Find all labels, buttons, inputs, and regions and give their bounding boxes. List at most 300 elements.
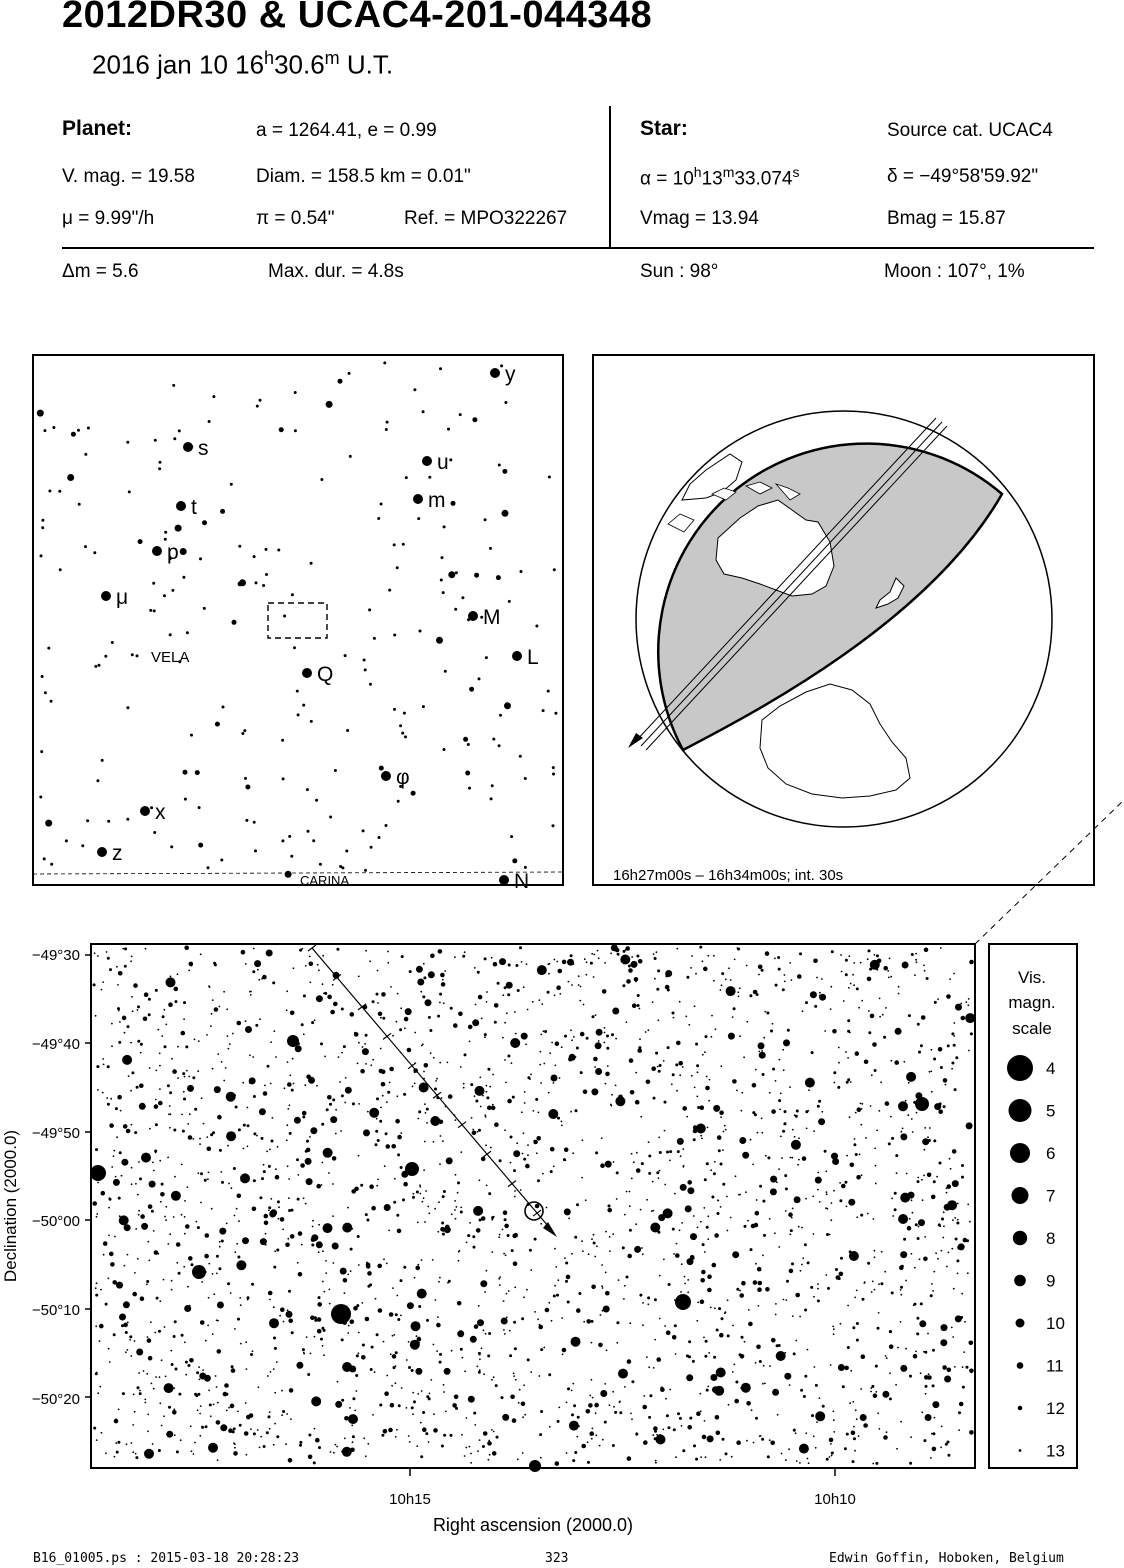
chart-star — [829, 1234, 831, 1236]
chart-star — [889, 1330, 892, 1333]
chart-star — [322, 1250, 324, 1252]
chart-star — [602, 1287, 604, 1289]
chart-star — [250, 1353, 253, 1356]
chart-star — [794, 1196, 801, 1203]
chart-star — [491, 1429, 493, 1431]
chart-star — [492, 1074, 494, 1076]
chart-star — [311, 1244, 314, 1247]
finder-star — [405, 476, 408, 479]
chart-star — [484, 1036, 486, 1038]
chart-star — [890, 1060, 892, 1062]
chart-star — [707, 1215, 709, 1217]
chart-star — [591, 1285, 596, 1290]
chart-star — [383, 1341, 385, 1343]
chart-star — [148, 1204, 153, 1209]
chart-star — [705, 1340, 708, 1343]
chart-star — [946, 1192, 948, 1194]
chart-star — [464, 951, 466, 953]
chart-star — [683, 1166, 685, 1168]
chart-star — [156, 1297, 159, 1300]
chart-star — [160, 1201, 162, 1203]
chart-star — [680, 1291, 682, 1293]
chart-star — [321, 1184, 323, 1186]
chart-star — [460, 1348, 463, 1351]
chart-star — [208, 1172, 210, 1174]
chart-star — [736, 1288, 739, 1291]
chart-star — [941, 1218, 944, 1221]
chart-star — [762, 1255, 764, 1257]
chart-star — [253, 1132, 256, 1135]
chart-star — [730, 979, 732, 981]
finder-star — [461, 596, 464, 599]
chart-star — [201, 1281, 203, 1283]
chart-star — [469, 1446, 471, 1448]
chart-star — [636, 1168, 641, 1173]
finder-star-label: x — [155, 801, 166, 824]
finder-star — [519, 755, 522, 758]
chart-star — [868, 1031, 871, 1034]
chart-star — [402, 1198, 405, 1201]
chart-star — [337, 1381, 339, 1383]
finder-star — [138, 539, 143, 544]
chart-star — [697, 1071, 699, 1073]
chart-star — [310, 982, 312, 984]
chart-star — [961, 1293, 963, 1295]
chart-star — [265, 1244, 267, 1246]
chart-star — [800, 1389, 803, 1392]
chart-star — [216, 1386, 218, 1388]
chart-star — [429, 1029, 432, 1032]
chart-star — [201, 1097, 203, 1099]
chart-star — [716, 1431, 721, 1436]
chart-star — [323, 1148, 333, 1158]
chart-star — [775, 1080, 777, 1082]
finder-star — [341, 866, 344, 869]
chart-star — [131, 956, 133, 958]
chart-star — [532, 1001, 534, 1003]
chart-star — [573, 963, 575, 965]
finder-star — [334, 769, 337, 772]
bright-star — [675, 1294, 691, 1310]
chart-star — [478, 995, 483, 1000]
chart-star — [801, 1264, 803, 1266]
chart-star — [390, 986, 392, 988]
chart-star — [761, 1132, 763, 1134]
chart-star — [757, 1267, 762, 1272]
chart-star — [150, 1321, 152, 1323]
chart-star — [181, 1031, 186, 1036]
chart-star — [428, 1441, 430, 1443]
chart-star — [405, 1008, 412, 1015]
chart-star — [109, 1361, 111, 1363]
chart-star — [245, 1026, 252, 1033]
chart-star — [287, 1108, 289, 1110]
chart-star — [232, 1033, 234, 1035]
chart-star — [937, 998, 939, 1000]
chart-star — [151, 1383, 153, 1385]
chart-star — [548, 1302, 550, 1304]
chart-star — [526, 963, 528, 965]
chart-star — [253, 1095, 256, 1098]
finder-star — [310, 720, 313, 723]
chart-star — [758, 1042, 765, 1049]
chart-star — [690, 1233, 697, 1240]
chart-star — [856, 1418, 858, 1420]
chart-star — [926, 977, 929, 980]
finder-star — [65, 839, 68, 842]
chart-star — [460, 1066, 462, 1068]
chart-star — [350, 1270, 352, 1272]
chart-star — [109, 1123, 114, 1128]
chart-star — [365, 1063, 367, 1065]
chart-star — [755, 1417, 758, 1420]
chart-star — [162, 1015, 165, 1018]
finder-star — [472, 417, 477, 422]
chart-star — [228, 1407, 230, 1409]
chart-star — [329, 1103, 332, 1106]
chart-star — [792, 1208, 794, 1210]
chart-star — [174, 1069, 176, 1071]
chart-star — [507, 1234, 510, 1237]
chart-star — [116, 1282, 123, 1289]
chart-star — [725, 1311, 727, 1313]
finder-star — [553, 568, 556, 571]
chart-star — [522, 1452, 524, 1454]
chart-star — [271, 1140, 274, 1143]
chart-star — [375, 1143, 378, 1146]
chart-star — [381, 992, 386, 997]
chart-star — [118, 1041, 121, 1044]
chart-star — [249, 991, 251, 993]
chart-star — [95, 1148, 98, 1151]
chart-star — [924, 1127, 926, 1129]
chart-star — [918, 1219, 925, 1226]
chart-star — [495, 1384, 498, 1387]
chart-star — [325, 1260, 327, 1262]
chart-star — [784, 1373, 791, 1380]
chart-star — [377, 1002, 379, 1004]
chart-star — [509, 1354, 512, 1357]
chart-star — [752, 1083, 757, 1088]
chart-star — [303, 1353, 305, 1355]
chart-star — [228, 1183, 230, 1185]
chart-star — [732, 1016, 734, 1018]
chart-star — [361, 1302, 363, 1304]
chart-star — [423, 963, 425, 965]
chart-star — [675, 1456, 677, 1458]
legend-magnitude-label: 11 — [1046, 1356, 1064, 1376]
chart-star — [844, 1366, 849, 1371]
chart-star — [190, 1425, 192, 1427]
chart-star — [707, 1274, 712, 1279]
chart-star — [231, 1365, 234, 1368]
chart-star — [273, 1266, 276, 1269]
chart-star — [433, 1141, 435, 1143]
chart-star — [705, 1086, 710, 1091]
chart-star — [642, 1302, 644, 1304]
chart-star — [326, 1108, 329, 1111]
chart-star — [883, 1435, 888, 1440]
chart-star — [838, 1277, 841, 1280]
chart-star — [572, 1459, 575, 1462]
chart-star — [376, 993, 379, 996]
chart-star — [646, 1080, 651, 1085]
chart-star — [561, 1121, 563, 1123]
chart-star — [484, 1291, 486, 1293]
chart-star — [568, 981, 570, 983]
chart-star — [799, 952, 802, 955]
chart-star — [305, 1158, 312, 1165]
planet-heading: Planet: — [62, 117, 133, 140]
chart-star — [258, 1386, 260, 1388]
chart-star — [435, 1299, 437, 1301]
chart-star — [273, 1368, 275, 1370]
chart-star — [466, 1242, 468, 1244]
chart-star — [604, 1383, 606, 1385]
chart-star — [487, 1106, 492, 1111]
finder-star — [126, 441, 129, 444]
chart-star — [788, 1212, 793, 1217]
chart-star — [921, 1015, 926, 1020]
chart-star — [136, 1349, 143, 1356]
chart-star — [436, 1323, 441, 1328]
chart-star — [862, 1298, 865, 1301]
chart-star — [442, 979, 444, 981]
chart-star — [384, 1204, 391, 1211]
chart-star — [928, 1373, 930, 1375]
chart-star — [842, 1385, 845, 1388]
chart-star — [591, 1238, 593, 1240]
chart-star — [427, 1206, 429, 1208]
chart-star — [914, 1267, 916, 1269]
chart-star — [264, 1214, 269, 1219]
chart-star — [461, 1434, 463, 1436]
chart-star — [444, 1368, 451, 1375]
chart-star — [539, 1433, 542, 1436]
chart-star — [551, 1042, 553, 1044]
chart-star — [850, 1163, 855, 1168]
chart-star — [502, 1414, 509, 1421]
chart-star — [365, 1034, 368, 1037]
chart-star — [299, 949, 302, 952]
x-tick-label-1: 10h15 — [389, 1491, 431, 1508]
chart-star — [656, 1171, 659, 1174]
chart-star — [470, 1083, 473, 1086]
chart-star — [310, 1353, 312, 1355]
chart-star — [506, 1317, 508, 1319]
chart-star — [841, 1184, 846, 1189]
chart-star — [401, 955, 404, 958]
chart-star — [479, 1179, 481, 1181]
chart-star — [711, 1196, 714, 1199]
chart-star — [658, 1214, 665, 1221]
chart-star — [871, 1074, 873, 1076]
chart-star — [274, 1250, 276, 1252]
chart-star — [554, 1285, 556, 1287]
chart-star — [605, 1272, 607, 1274]
chart-star — [157, 1029, 159, 1031]
chart-star — [727, 1334, 730, 1337]
chart-star — [846, 1081, 849, 1084]
chart-star — [882, 1014, 884, 1016]
chart-star — [804, 1309, 807, 1312]
chart-star — [259, 1018, 261, 1020]
chart-star — [236, 1208, 238, 1210]
chart-star — [197, 1172, 199, 1174]
chart-star — [408, 1435, 410, 1437]
finder-chart — [33, 355, 563, 893]
finder-named-star — [302, 668, 312, 678]
chart-star — [606, 1047, 609, 1050]
chart-star — [375, 1298, 377, 1300]
chart-star — [173, 1387, 175, 1389]
finder-star — [186, 631, 189, 634]
chart-star — [739, 1293, 744, 1298]
chart-star — [228, 1048, 230, 1050]
chart-star — [538, 1375, 540, 1377]
chart-star — [816, 977, 818, 979]
chart-star — [570, 1111, 572, 1113]
chart-star — [166, 977, 176, 987]
chart-star — [877, 959, 882, 964]
finder-star — [478, 677, 481, 680]
finder-star — [468, 787, 471, 790]
chart-star — [611, 1094, 613, 1096]
chart-frame — [91, 944, 975, 1468]
chart-star — [155, 989, 158, 992]
chart-star — [900, 1286, 903, 1289]
chart-star — [767, 1455, 770, 1458]
chart-star — [302, 1111, 307, 1116]
chart-star — [216, 1273, 218, 1275]
chart-star — [439, 1163, 441, 1165]
chart-star — [430, 1052, 432, 1054]
chart-star — [146, 1280, 149, 1283]
finder-star — [81, 844, 84, 847]
chart-star — [131, 1167, 133, 1169]
chart-star — [452, 1403, 457, 1408]
finder-star — [463, 737, 468, 742]
chart-star — [305, 1150, 308, 1153]
chart-star — [419, 1193, 421, 1195]
chart-star — [885, 1101, 890, 1106]
chart-star — [867, 1213, 869, 1215]
chart-star — [744, 1153, 749, 1158]
chart-star — [648, 1416, 651, 1419]
chart-star — [251, 1283, 254, 1286]
chart-star — [951, 1248, 953, 1250]
chart-star — [838, 1364, 845, 1371]
chart-star — [710, 1307, 712, 1309]
chart-star — [700, 1221, 702, 1223]
chart-star — [187, 1286, 189, 1288]
chart-star — [255, 1024, 258, 1027]
chart-star — [479, 1077, 481, 1079]
chart-star — [598, 1040, 600, 1042]
chart-star — [235, 1106, 238, 1109]
chart-star — [713, 1105, 720, 1112]
chart-star — [891, 1291, 894, 1294]
chart-star — [847, 1019, 850, 1022]
chart-star — [386, 1263, 388, 1265]
chart-star — [833, 1333, 835, 1335]
chart-star — [860, 962, 862, 964]
chart-star — [717, 1200, 719, 1202]
chart-star — [302, 1116, 305, 1119]
chart-star — [513, 1150, 520, 1157]
chart-star — [367, 1111, 369, 1113]
chart-star — [344, 1438, 346, 1440]
chart-star — [907, 1114, 909, 1116]
chart-star — [870, 1105, 872, 1107]
chart-star — [636, 1152, 638, 1154]
chart-star — [766, 1012, 769, 1015]
chart-star — [770, 1188, 777, 1195]
chart-star — [404, 1017, 409, 1022]
legend-magnitude-dot — [1007, 1055, 1033, 1081]
chart-star — [631, 961, 638, 968]
chart-star — [578, 984, 580, 986]
chart-star — [526, 1289, 528, 1291]
finder-star-label: y — [505, 363, 516, 386]
chart-star — [314, 1428, 316, 1430]
chart-star — [892, 1215, 894, 1217]
chart-star — [376, 1118, 378, 1120]
chart-star — [323, 1223, 333, 1233]
finder-star — [78, 503, 81, 506]
finder-star — [104, 655, 107, 658]
chart-star — [924, 1236, 926, 1238]
chart-star — [832, 1029, 837, 1034]
finder-named-star — [381, 771, 391, 781]
chart-star — [188, 1256, 193, 1261]
chart-star — [107, 957, 110, 960]
chart-star — [183, 1018, 185, 1020]
chart-star — [231, 1187, 233, 1189]
chart-star — [297, 1262, 299, 1264]
chart-star — [216, 1255, 219, 1258]
chart-star — [906, 1072, 916, 1082]
chart-star — [673, 1017, 675, 1019]
chart-star — [755, 1211, 760, 1216]
chart-star — [395, 1119, 400, 1124]
chart-star — [219, 1006, 221, 1008]
constellation-label: VELA — [151, 649, 190, 666]
chart-star — [550, 1170, 553, 1173]
chart-star — [252, 1056, 254, 1058]
chart-star — [860, 1103, 862, 1105]
chart-star — [713, 1172, 716, 1175]
chart-star — [395, 1351, 398, 1354]
chart-star — [888, 1142, 891, 1145]
chart-star — [512, 1418, 517, 1423]
chart-star — [481, 1347, 483, 1349]
chart-star — [635, 1100, 640, 1105]
chart-star — [181, 1114, 183, 1116]
finder-star — [502, 469, 507, 474]
chart-star — [476, 1228, 481, 1233]
chart-star — [470, 1336, 477, 1343]
chart-star — [289, 1074, 291, 1076]
chart-star — [122, 1055, 132, 1065]
chart-star — [938, 1109, 943, 1114]
chart-star — [100, 1289, 102, 1291]
chart-star — [594, 1256, 596, 1258]
chart-star — [911, 1253, 913, 1255]
chart-star — [805, 1198, 807, 1200]
chart-star — [819, 992, 821, 994]
chart-star — [826, 1193, 828, 1195]
